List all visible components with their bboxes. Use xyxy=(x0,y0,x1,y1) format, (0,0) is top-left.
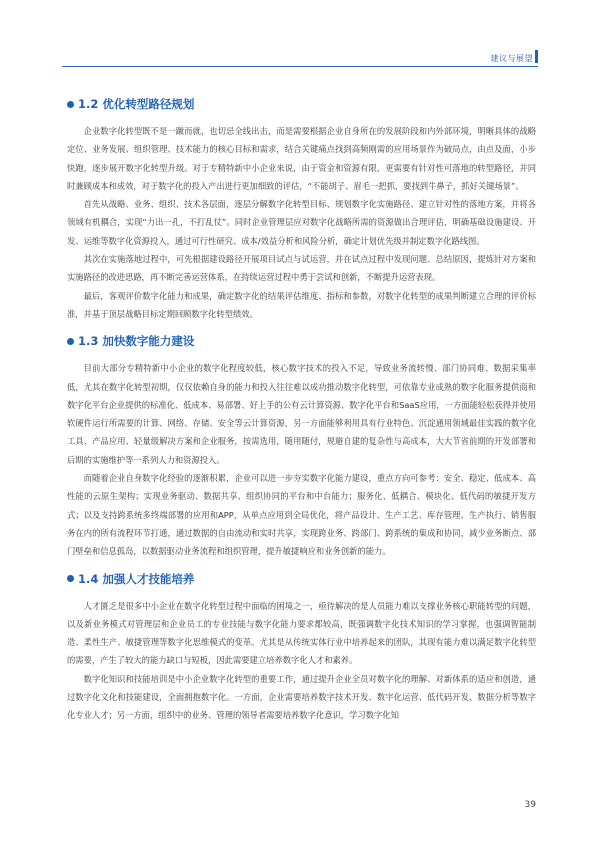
page-content xyxy=(67,96,536,735)
bullet-dot-icon xyxy=(67,101,74,108)
bullet-dot-icon xyxy=(67,575,74,582)
paragraph: 人才匮乏是很多中小企业在数字化转型过程中面临的困境之一，亟待解决的是人员能力难以支撑业务核心职能转型的问题，以及新业务模式对管理层和企业员工的专业技能与数字化能力要求都较高，既强调数字化技术知识的学习掌握，也强调智能制造、柔性生产、敏捷管理等数字化思维模式的变革。尤其是从传统实体行业中培养起来的团队，其现有能力难以满足数字化转型的需要，产生了较大的能力缺口与短板，因此需要建立培养数字化人才和素养。 xyxy=(67,600,536,666)
page-number: 39 xyxy=(524,800,536,810)
paragraph: 数字化知识和技能培训是中小企业数字化转型的重要工作，通过提升企业全员对数字化的理解、对新体系的适应和创造，通过数字化文化和技能建设，全面拥抱数字化。一方面，企业需要培养数字技术开发、数字化运营、低代码开发、数据分析等数字化专业人才；另一方面，组织中的业务、管理的领导者需要培养数字化意识，学习数字化知 xyxy=(67,673,536,721)
section-title-text: 1.3 加快数字能力建设 xyxy=(78,334,195,349)
paragraph: 最后，客观评价数字化能力和成果，确定数字化的结果评估维度、指标和参数，对数字化转型的成果判断建立合理的评价标准，并基于顶层战略目标定期回顾数字化转型绩效。 xyxy=(67,290,536,319)
section-title-text: 1.2 优化转型路径规划 xyxy=(78,97,195,111)
header-section-tag: 建议与展望 xyxy=(490,54,533,63)
paragraph: 其次在实施落地过程中，可先根据建设路径开展项目试点与试运营，并在试点过程中发现问题、总结原因，提炼针对方案和实施路径的改进思路，再不断完善运营体系，在持续运营过程中勇于尝试和创新，不断提升运营表现。 xyxy=(67,254,536,283)
paragraph: 而随着企业自身数字化经验的逐渐积累，企业可以进一步夯实数字化能力建设，重点方向可参考：安全、稳定、低成本、高性能的云原生架构；实现业务驱动、数据共享、组织协同的平台和中台能力；服务化、低耦合、模块化、低代码的敏捷开发方式；以及支持跨系统多终端部署的应用和APP，从单点应用到全局优化，将产品设计、生产工艺、库存管理、生产执行、销售服务在内的所有流程环节打通，通过数据的自由流动和实时共享，实现跨业务、跨部门、跨系统的集成和协同，减少业务断点、部门壁垒和信息孤岛，以数据驱动业务流程和组织管理，提升敏捷响应和业务创新的能力。 xyxy=(67,473,536,557)
section-title xyxy=(67,333,536,349)
section-title-text: 1.4 加强人才技能培养 xyxy=(78,571,195,586)
section-1-2 xyxy=(67,96,536,323)
header-accent-bar xyxy=(535,50,538,63)
section-1-4 xyxy=(67,571,536,725)
paragraph: 企业数字化转型既不是一蹴而就，也切忌全线出击，而是需要根据企业自身所在的发展阶段和内外部环境，明晰具体的战略定位、业务发展、组织管理、技术能力的核心目标和需求，结合关键痛点找到高频刚需的应用场景作为破局点，由点及面，小步快跑，逐步展开数字化转型升级。对于专精特新中小企业来说，由于资金和资源有限，更需要有针对性可落地的转型路径，并同时兼顾成本和成效，对于数字化的投入产出进行更加细致的评估，“不能胡子、眉毛一把抓，要找到牛鼻子，抓好关键场景”。 xyxy=(67,126,536,191)
bullet-dot-icon xyxy=(67,338,74,345)
paragraph: 目前大部分专精特新中小企业的数字化程度较低，核心数字技术的投入不足，导致业务流转慢、部门协同难、数据采集率低，尤其在数字化转型初期，仅仅依赖自身的能力和投入往往难以成功推动数字化转型，可依靠专业成熟的数字化服务提供商和数字化平台企业提供的标准化、低成本、易部署、好上手的公有云计算资源、数字化平台和SaaS应用，一方面能轻松获得并使用软硬件运行所需要的计算、网络、存储、安全等云计算资源，另一方面能够利用具有行业特色、沉淀通用领域最佳实践的数字化工具、产品应用、轻量级解决方案和企业服务，按需选用，随用随付，规避自建的复杂性与高成本，大大节省前期的开发部署和后期的实施维护等一系列人力和资源投入。 xyxy=(67,363,536,465)
section-title xyxy=(67,96,536,112)
section-1-3 xyxy=(67,333,536,560)
paragraph: 首先从战略、业务、组织、技术各层面，逐层分解数字化转型目标、规划数字化实施路径、建立针对性的落地方案，并将各领域有机耦合，实现“力出一孔，不打乱仗”。同时企业管理层应对数字化战略所需的资源做出合理评估，明确基础设施建设、开发、运维等数字化资源投入，通过可行性研究、成本/效益分析和风险分析，确定计划优先级并制定数字化路线图。 xyxy=(67,199,536,246)
section-title xyxy=(67,571,536,587)
header-divider xyxy=(62,66,538,67)
